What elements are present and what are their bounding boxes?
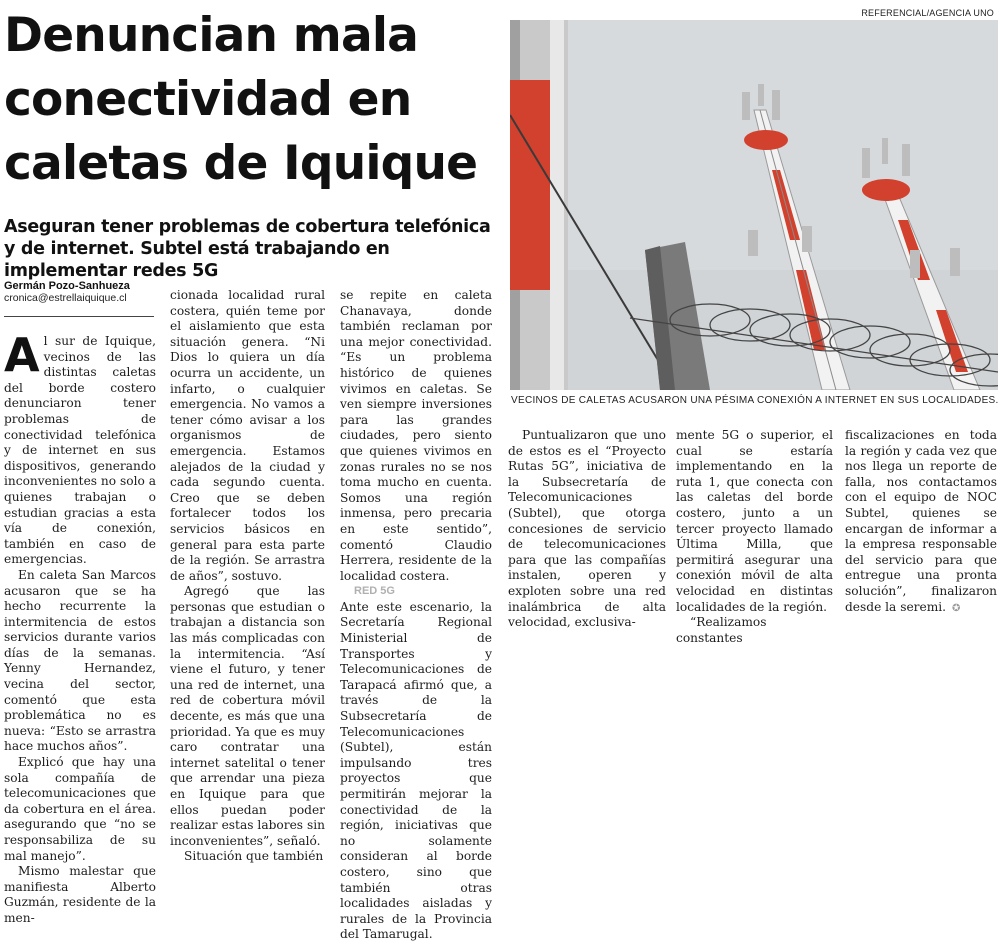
byline-rule <box>4 316 154 317</box>
end-mark-icon: ✪ <box>952 602 961 614</box>
article-photo <box>510 20 998 390</box>
paragraph: Situación que también <box>184 849 324 864</box>
paragraph: Puntualizaron que uno de estos es el “Proyecto Rutas 5G”, iniciativa de la Subsecretaría de Telecomunicaciones (Subtel), que otorga concesiones de servicio de telecomunicaciones para que las compañías instalen, operen y exploten sobre una red inalámbrica de alta velocidad, exclusiva- <box>508 428 666 630</box>
drop-cap: A <box>4 328 40 382</box>
article-column-4 <box>508 428 666 631</box>
section-label: RED 5G <box>354 585 395 598</box>
article-column-1 <box>4 328 156 927</box>
paragraph: Agregó que las personas que estudian o trabajan a distancia son las más complicadas con la intermitencia. “Así viene el futuro, y tener una red de internet, una red de cobertura móvil decente, es más que una prioridad. Ya que es muy caro contratar una internet satelital o tener que arrendar una pieza en Iquique para que ellos puedan poder realizar estas labores sin inconvenientes”, señaló. <box>170 584 325 848</box>
cell-towers-image <box>510 20 998 390</box>
headline: Denuncian mala conectividad en caletas de Iquique <box>4 8 478 191</box>
paragraph <box>845 428 997 616</box>
paragraph <box>4 328 156 568</box>
paragraph: cionada localidad rural costera, quién teme por el aislamiento que esta situación genera. “Ni Dios lo quiera un día ocurra un accidente, un infarto, o cualquier emergencia. No vamos a tener cómo avisar a los organismos de emergencia. Estamos alejados de la ciudad y cada segundo cuenta. Creo que se deben fortalecer todos los servicios básicos en general para esta parte de la región. Se arrastra de años”, sostuvo. <box>170 288 325 583</box>
paragraph: Mismo malestar que manifiesta Alberto Guzmán, residente de la men- <box>4 864 156 925</box>
paragraph-text: l sur de Iquique, vecinos de las distintas caletas del borde costero denunciaron tener problemas de conectividad telefónica y de internet en sus dispositivos, generando inconvenientes no solo a quienes trabajan o estudian gracias a esta vía de conexión, también en caso de emergencias. <box>4 334 156 567</box>
paragraph: “Realizamos constantes <box>676 615 767 645</box>
paragraph: Ante este escenario, la Secretaría Regional Ministerial de Transportes y Telecomunicaciones de Tarapacá afirmó que, a través de la Subsecretaría de Telecomunicaciones (Subtel), están impulsando tres proyectos que permitirán mejorar la conectividad de la región, iniciativas que no solamente consideran al borde costero, sino que también otras localidades aisladas y rurales de la Provincia del Tamarugal. <box>340 599 492 942</box>
paragraph-text: fiscalizaciones en toda la región y cada vez que nos llega un reporte de falla, nos contactamos con el equipo de NOC Subtel, quienes se encargan de informar a la empresa responsable del servicio para que entregue una pronta solución”, finalizaron desde la seremi. <box>845 428 997 614</box>
article-column-2 <box>170 288 325 865</box>
foreground-post <box>510 20 568 390</box>
paragraph: se repite en caleta Chanavaya, donde también reclaman por una mejor conectividad. “Es un problema histórico de quienes vivimos en caletas. Se ven siempre inversiones para las grandes ciudades, pero siento que quienes vivimos en zonas rurales no se nos toma mucho en cuenta. Somos una región inmensa, pero precaria en este sentido”, comentó Claudio Herrera, residente de la localidad costera. <box>340 288 492 583</box>
paragraph: Explicó que hay una sola compañía de telecomunicaciones que da cobertura en el área. asegurando que “no se responsabiliza de su mal manejo”. <box>4 755 156 863</box>
article-column-6 <box>845 428 997 616</box>
author-email[interactable]: cronica@estrellaiquique.cl <box>4 292 127 304</box>
paragraph: En caleta San Marcos acusaron que se ha hecho recurrente la intermitencia de estos servicios durante varios días de la semanas. Yenny Hernandez, vecina del sector, comentó que esta problemática no es nueva: “Esto se arrastra hace muchos años”. <box>4 567 156 754</box>
paragraph: mente 5G o superior, el cual se estaría implementando en la ruta 1, que conecta con las caletas del borde costero, junto a un tercer proyecto llamado Última Milla, que permitirá asegurar una conexión móvil de alta velocidad en distintas localidades de la región. <box>676 428 833 614</box>
article-column-5 <box>676 428 833 646</box>
photo-credit: REFERENCIAL/AGENCIA UNO <box>861 8 994 18</box>
author-name: Germán Pozo-Sanhueza <box>4 280 130 292</box>
article-column-3 <box>340 288 492 943</box>
byline <box>4 280 164 317</box>
photo-caption: VECINOS DE CALETAS ACUSARON UNA PÉSIMA CONEXIÓN A INTERNET EN SUS LOCALIDADES. <box>511 395 999 406</box>
subheadline: Aseguran tener problemas de cobertura telefónica y de internet. Subtel está trabajando en implementar redes 5G <box>4 217 491 281</box>
